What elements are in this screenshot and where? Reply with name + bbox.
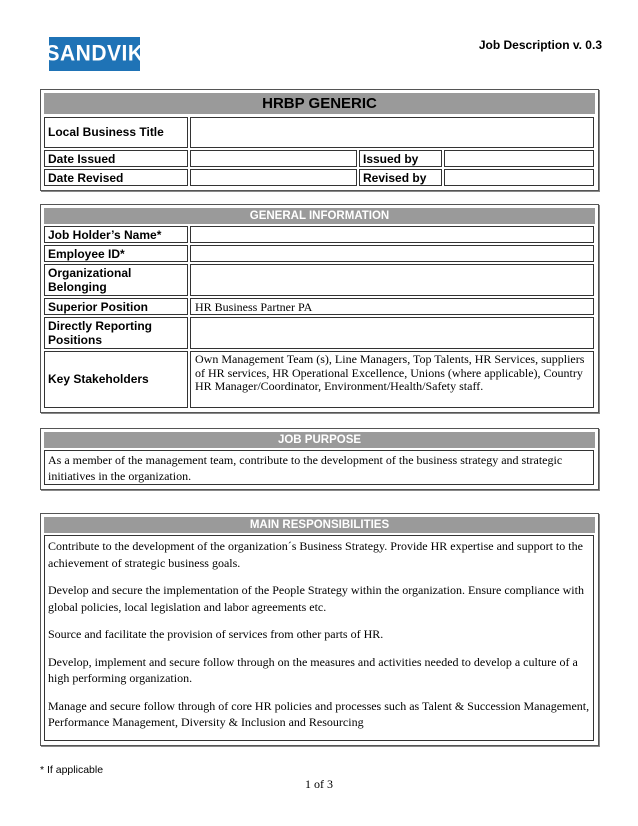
employee-id-label: Employee ID* (44, 245, 188, 262)
main-responsibilities-section (40, 513, 599, 746)
job-purpose-section (40, 428, 599, 490)
employee-id-field[interactable] (190, 245, 594, 262)
general-information-section (40, 204, 599, 413)
main-responsibilities-heading: MAIN RESPONSIBILITIES (44, 517, 595, 533)
directly-reporting-positions-field[interactable] (190, 317, 594, 349)
directly-reporting-positions-label: Directly Reporting Positions (44, 317, 188, 349)
organizational-belonging-field[interactable] (190, 264, 594, 296)
job-purpose-text: As a member of the management team, contribute to the development of the business strategy and strategic initiatives in the organization. (44, 450, 594, 485)
revised-by-label: Revised by (359, 169, 442, 186)
document-version: Job Description v. 0.3 (478, 38, 602, 52)
responsibility-item: Develop and secure the implementation of the People Strategy within the organization. Ensure compliance with global policies, local legislation and labor agreements etc. (48, 583, 584, 614)
footnote: * If applicable (40, 764, 104, 776)
sandvik-logo (45, 37, 144, 71)
job-title: HRBP GENERIC (44, 93, 595, 114)
page-number: 1 of 3 (305, 777, 333, 791)
superior-position-field[interactable]: HR Business Partner PA (190, 298, 594, 315)
main-responsibilities-list (44, 535, 594, 741)
logo-text: SANDVIK (45, 41, 144, 66)
responsibility-item: Manage and secure follow through of core HR policies and processes such as Talent & Succession Management, Performance Management, Diversity & Inclusion and Resourcing (48, 698, 590, 729)
responsibility-item: Source and facilitate the provision of services from other parts of HR. (48, 627, 384, 641)
date-revised-field[interactable] (190, 169, 357, 186)
issued-by-field[interactable] (444, 150, 594, 167)
date-revised-label: Date Revised (44, 169, 188, 186)
date-issued-label: Date Issued (44, 150, 188, 167)
key-stakeholders-label: Key Stakeholders (44, 351, 188, 408)
issued-by-label: Issued by (359, 150, 442, 167)
job-holder-name-field[interactable] (190, 226, 594, 243)
general-information-heading: GENERAL INFORMATION (44, 208, 595, 224)
key-stakeholders-field[interactable]: Own Management Team (s), Line Managers, Top Talents, HR Services, suppliers of HR services, HR Operational Excellence, Unions (where applicable), Country HR Manager/Coordinator, Environment/Health/Safety staff. (190, 351, 594, 408)
local-business-title-field[interactable] (190, 117, 594, 148)
superior-position-label: Superior Position (44, 298, 188, 315)
organizational-belonging-label: Organizational Belonging (44, 264, 188, 296)
revised-by-field[interactable] (444, 169, 594, 186)
responsibility-item: Contribute to the development of the organization´s Business Strategy. Provide HR expertise and support to the achievement of strategic business goals. (48, 539, 583, 570)
title-section (40, 89, 599, 191)
date-issued-field[interactable] (190, 150, 357, 167)
local-business-title-label: Local Business Title (44, 117, 188, 148)
job-purpose-heading: JOB PURPOSE (44, 432, 595, 448)
responsibility-item: Develop, implement and secure follow through on the measures and activities needed to develop a culture of a high performing organization. (48, 654, 578, 685)
job-holder-name-label: Job Holder’s Name* (44, 226, 188, 243)
